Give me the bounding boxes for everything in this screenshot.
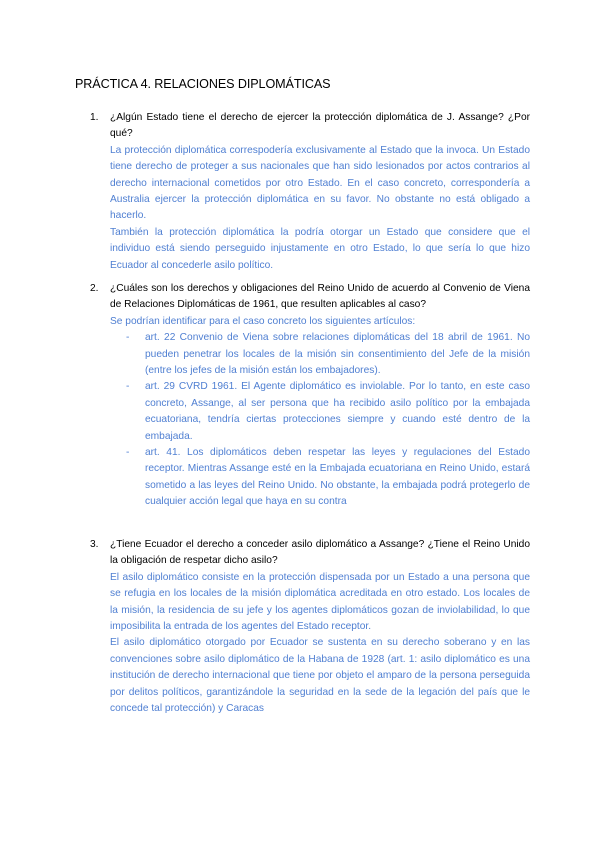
answer-intro: Se podrían identificar para el caso concreto los siguientes artículos: xyxy=(110,315,416,327)
article-text: art. 29 CVRD 1961. El Agente diplomático es inviolable. Por lo tanto, en este caso concreto, Assange, al ser persona que ha recibido asilo político por la embajada ecuatoriana, tendría ciertas protecciones siempre y cuando esté dentro de la embajada. xyxy=(145,381,530,442)
dash-bullet: - xyxy=(126,447,130,459)
answer-paragraph: El asilo diplomático consiste en la protección dispensada por un Estado a una persona que se refugia en los locales de la misión diplomática acreditada en otro estado. Los locales de la misión, la residencia de su jefe y los agentes diplomáticos gozan de inviolabilidad, lo que imposibilita la entrada de los agentes del Estado receptor. xyxy=(110,571,530,633)
article-list xyxy=(110,330,530,510)
dash-bullet: - xyxy=(126,381,130,393)
question-3 xyxy=(90,537,530,717)
answer-paragraph: También la protección diplomática la podría otorgar un Estado que considere que el individuo está siendo perseguido injustamente en otro Estado, lo que sería lo que hizo Ecuador al concederle asilo político. xyxy=(110,226,530,271)
answer-paragraph: La protección diplomática correspodería exclusivamente al Estado que la invoca. Un Estado tiene derecho de proteger a sus nacionales que han sido lesionados por actos contrarios al derecho internacional cometidos por otro Estado. En el caso concreto, correspondería a Australia ejercer la protección diplomática en su favor. No obstante no está obligado a hacerlo. xyxy=(110,144,530,222)
question-text: ¿Cuáles son los derechos y obligaciones del Reino Unido de acuerdo al Convenio de Viena de Relaciones Diplomáticas de 1961, que resulten aplicables al caso? xyxy=(110,283,530,311)
question-1 xyxy=(90,110,530,274)
article-text: art. 41. Los diplomáticos deben respetar las leyes y regulaciones del Estado receptor. Mientras Assange esté en la Embajada ecuatoriana en Reino Unido, estará sometido a las leyes del Reino Unido. No obstante, la embajada podrá protegerlo de cualquier acción legal que haya en su contra xyxy=(145,447,530,508)
list-item xyxy=(110,445,530,511)
question-number: 3. xyxy=(90,539,99,550)
dash-bullet: - xyxy=(126,332,130,344)
article-text: art. 22 Convenio de Viena sobre relaciones diplomáticas del 18 abril de 1961. No pueden penetrar los locales de la misión sin consentimiento del Jefe de la misión (entre los jefes de la misión están los embajadores). xyxy=(145,332,530,377)
answer-paragraph: El asilo diplomático otorgado por Ecuador se sustenta en su derecho soberano y en las convenciones sobre asilo diplomático de la Habana de 1928 (art. 1: asilo diplomático es una institución de derecho internacional que tiene por objeto el amparo de la persona perseguida por delitos políticos, garantizándole la seguridad en la sede de la legación del país que le concede tal protección) y Caracas xyxy=(110,637,530,715)
question-number: 2. xyxy=(90,283,99,294)
question-number: 1. xyxy=(90,112,99,123)
question-text: ¿Algún Estado tiene el derecho de ejercer la protección diplomática de J. Assange? ¿Por qué? xyxy=(110,112,530,140)
question-2 xyxy=(90,281,530,511)
page-title: PRÁCTICA 4. RELACIONES DIPLOMÁTICAS xyxy=(75,77,331,91)
list-item xyxy=(110,330,530,379)
question-text: ¿Tiene Ecuador el derecho a conceder asilo diplomático a Assange? ¿Tiene el Reino Unido la obligación de respetar dicho asilo? xyxy=(110,539,530,567)
list-item xyxy=(110,379,530,445)
